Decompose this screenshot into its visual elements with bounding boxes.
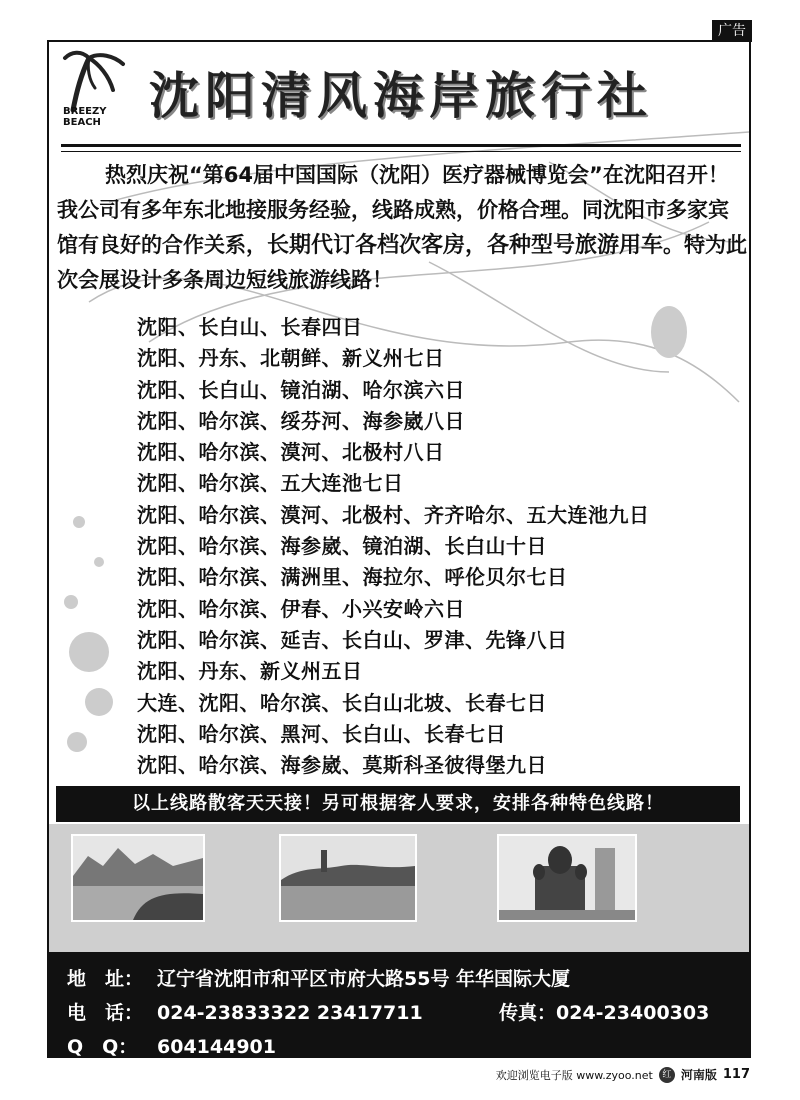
page-title: 沈阳清风海岸旅行社 (149, 67, 653, 125)
advertisement-frame (47, 40, 751, 1058)
list-item: 沈阳、哈尔滨、漠河、北极村、齐齐哈尔、五大连池九日 (137, 502, 650, 527)
list-item: 沈阳、哈尔滨、黑河、长白山、长春七日 (137, 721, 506, 746)
page-footer (496, 1066, 750, 1083)
address-row: 地 址： 辽宁省沈阳市和平区市府大路55号 年华国际大厦 (67, 968, 571, 990)
route-list (137, 312, 737, 781)
header (49, 42, 751, 142)
intro-paragraph (57, 158, 747, 298)
phone-value: 024-23833322 23417711 (157, 1002, 423, 1024)
list-item: 沈阳、长白山、镜泊湖、哈尔滨六日 (137, 377, 465, 402)
list-item: 沈阳、哈尔滨、满洲里、海拉尔、呼伦贝尔七日 (137, 565, 568, 590)
list-item: 沈阳、哈尔滨、海参崴、莫斯科圣彼得堡九日 (137, 753, 547, 778)
list-item: 沈阳、丹东、新义州五日 (137, 659, 363, 684)
list-item: 沈阳、哈尔滨、海参崴、镜泊湖、长白山十日 (137, 534, 547, 559)
intro-text-end: 。特为此次会展设计多条周边短线旅游线路！ (57, 233, 748, 292)
list-item: 沈阳、哈尔滨、伊春、小兴安岭六日 (137, 596, 465, 621)
photo-bay-islands (71, 834, 205, 922)
list-item: 沈阳、哈尔滨、五大连池七日 (137, 471, 404, 496)
title-divider (61, 144, 741, 147)
intro-text: 热烈庆祝“第64届中国国际（沈阳）医疗器械博览会”在沈阳召开！我公司有多年东北地接服务经验，线路成熟，价格合理。同沈阳市多家宾馆有良好的合作关系， (57, 163, 729, 257)
logo-text: BREEZY BEACH (63, 106, 107, 128)
title-divider-thin (61, 151, 741, 152)
list-item: 沈阳、长白山、长春四日 (137, 315, 363, 339)
qq-value: 604144901 (157, 1036, 276, 1058)
list-item: 大连、沈阳、哈尔滨、长白山北坡、长春七日 (137, 690, 547, 715)
footer-note: 欢迎浏览电子版 www.zyoo.net (495, 1068, 653, 1082)
list-item: 沈阳、哈尔滨、绥芬河、海参崴八日 (137, 408, 465, 433)
photo-cathedral (497, 834, 637, 922)
list-item: 沈阳、丹东、北朝鲜、新义州七日 (137, 346, 445, 371)
ad-label: 广告 (712, 20, 752, 42)
phone-row: 电 话： 024-23833322 23417711 (67, 1002, 423, 1024)
photo-strip (49, 824, 751, 952)
address-value: 辽宁省沈阳市和平区市府大路55号 年华国际大厦 (157, 968, 571, 990)
page-number: 117 (722, 1067, 750, 1082)
list-item: 沈阳、哈尔滨、延吉、长白山、罗津、先锋八日 (137, 627, 568, 652)
fax-value: 024-23400303 (556, 1002, 710, 1024)
contact-block (49, 952, 751, 1058)
intro-emphasis: 长期代订各档次客房，各种型号旅游用车 (267, 233, 664, 258)
edition-badge-icon: 红 (659, 1067, 675, 1083)
list-item: 沈阳、哈尔滨、漠河、北极村八日 (137, 440, 445, 465)
edition-label: 河南版 (680, 1068, 717, 1082)
promo-banner: 以上线路散客天天接！另可根据客人要求，安排各种特色线路！ (56, 786, 740, 822)
photo-park-lake (279, 834, 417, 922)
fax-row: 传真：024-23400303 (499, 1002, 710, 1024)
qq-row: Q Q： 604144901 (67, 1036, 276, 1058)
